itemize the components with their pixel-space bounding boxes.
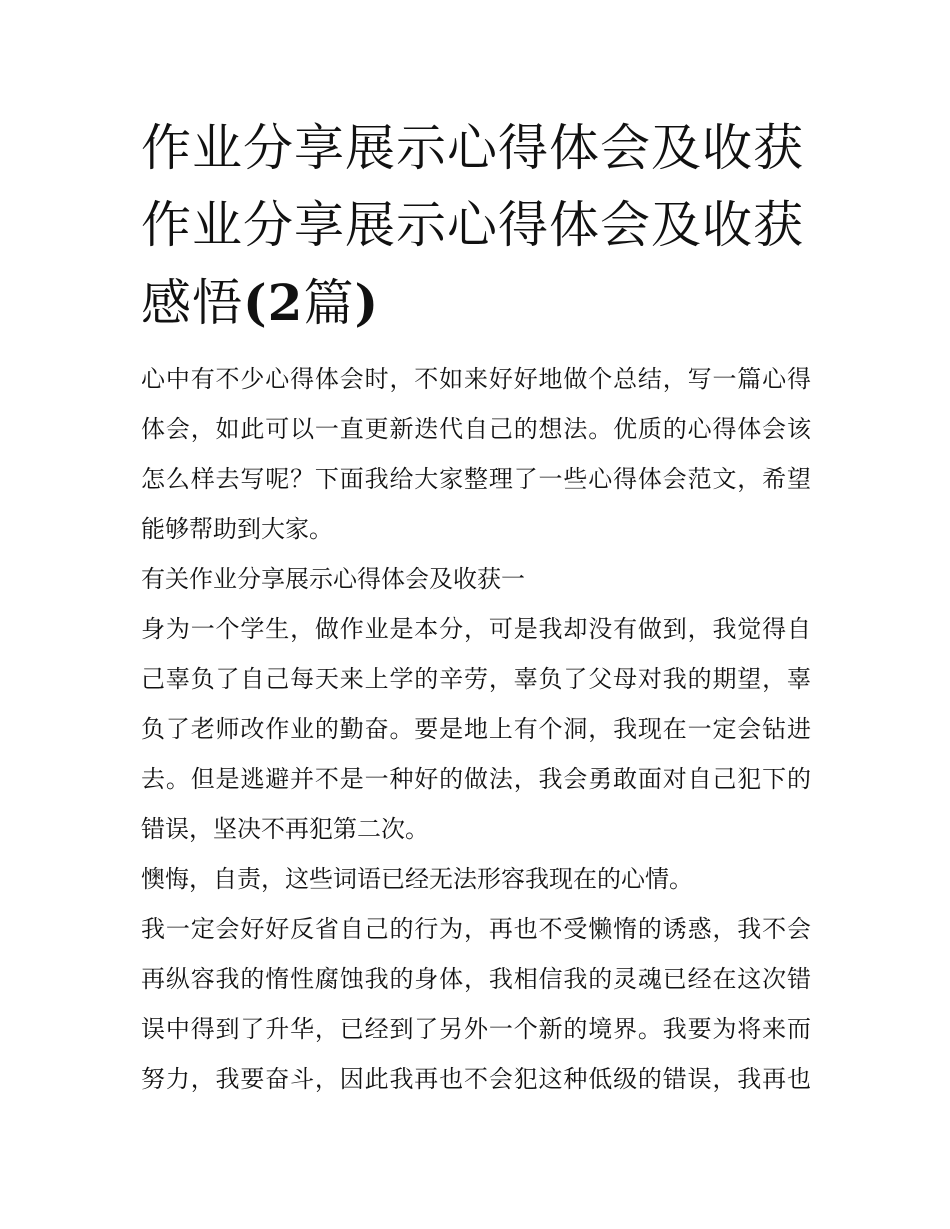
paragraph-intro <box>141 354 811 554</box>
paragraph-line: 去。但是逃避并不是一种好的做法，我会勇敢面对自己犯下的 <box>141 765 811 793</box>
title-line-3 <box>141 264 811 342</box>
paragraph-line: 心中有不少心得体会时，不如来好好地做个总结，写一篇心得 <box>141 365 811 393</box>
title-line-3-suffix: ) <box>354 273 380 332</box>
document-page <box>141 110 811 1104</box>
paragraph-line: 有关作业分享展示心得体会及收获一 <box>141 565 525 593</box>
document-body <box>141 354 811 1104</box>
paragraph-line: 己辜负了自己每天来上学的辛劳，辜负了父母对我的期望，辜 <box>141 665 811 693</box>
paragraph-line: 体会，如此可以一直更新迭代自己的想法。优质的心得体会该 <box>141 415 811 443</box>
paragraph-line: 能够帮助到大家。 <box>141 515 333 543</box>
section-heading <box>141 554 811 604</box>
paragraph-body-1 <box>141 604 811 854</box>
title-line-3-middle: 篇 <box>303 274 355 332</box>
paragraph-line: 努力，我要奋斗，因此我再也不会犯这种低级的错误，我再也 <box>141 1065 811 1093</box>
paragraph-line: 错误，坚决不再犯第二次。 <box>141 815 429 843</box>
document-title <box>141 110 811 342</box>
paragraph-line: 我一定会好好反省自己的行为，再也不受懒惰的诱惑，我不会 <box>141 915 811 943</box>
paragraph-line: 负了老师改作业的勤奋。要是地上有个洞，我现在一定会钻进 <box>141 715 811 743</box>
paragraph-body-3 <box>141 904 811 1104</box>
paragraph-line: 误中得到了升华，已经到了另外一个新的境界。我要为将来而 <box>141 1015 811 1043</box>
paragraph-line: 身为一个学生，做作业是本分，可是我却没有做到，我觉得自 <box>141 615 811 643</box>
title-line-3-prefix: 感悟 <box>141 274 243 332</box>
paragraph-line: 怎么样去写呢？下面我给大家整理了一些心得体会范文，希望 <box>141 465 811 493</box>
title-line-1: 作业分享展示心得体会及收获 <box>141 119 804 177</box>
title-line-3-count: (2 <box>243 273 304 332</box>
paragraph-line: 再纵容我的惰性腐蚀我的身体，我相信我的灵魂已经在这次错 <box>141 965 811 993</box>
paragraph-body-2 <box>141 854 811 904</box>
paragraph-line: 懊悔，自责，这些词语已经无法形容我现在的心情。 <box>141 865 693 893</box>
title-line-2: 作业分享展示心得体会及收获 <box>141 196 804 254</box>
